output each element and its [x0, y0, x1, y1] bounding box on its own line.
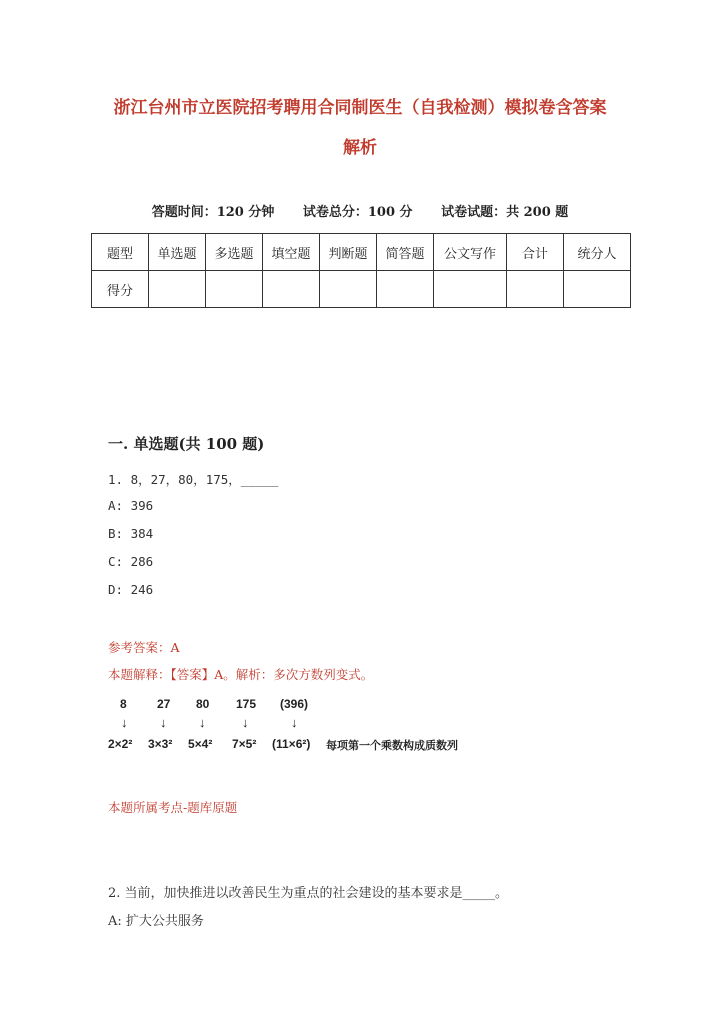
q1-source: 本题所属考点-题库原题	[108, 800, 238, 815]
exam-total-score: 试卷总分：100 分	[302, 205, 413, 220]
doc-title-line2: 解析	[343, 138, 377, 158]
header-cell: 简答题	[377, 234, 434, 271]
score-cell	[320, 271, 377, 308]
score-cell	[377, 271, 434, 308]
fig-expression: 2×2²	[108, 737, 133, 751]
header-cell: 题型	[92, 234, 149, 271]
q1-option-a: A: 396	[108, 498, 154, 513]
score-table-score-row	[92, 271, 631, 308]
score-cell	[263, 271, 320, 308]
doc-title-line1: 浙江台州市立医院招考聘用合同制医生（自我检测）模拟卷含答案	[113, 98, 607, 118]
score-cell	[507, 271, 564, 308]
section-title: 一. 单选题(共 100 题)	[108, 435, 265, 453]
fig-number: 27	[157, 697, 171, 711]
q1-stem: 1. 8，27，80，175，_____	[108, 472, 279, 487]
header-cell: 合计	[507, 234, 564, 271]
q1-option-d: D: 246	[108, 582, 154, 597]
q1-option-c: C: 286	[108, 554, 154, 569]
q2-stem: 2. 当前，加快推进以改善民生为重点的社会建设的基本要求是_____。	[108, 886, 509, 901]
q1-option-b: B: 384	[108, 526, 154, 541]
down-arrow-icon: ↓	[160, 715, 167, 730]
q1-figure	[108, 697, 528, 757]
fig-expression: (11×6²)	[272, 737, 311, 751]
header-cell: 公文写作	[434, 234, 507, 271]
score-cell	[434, 271, 507, 308]
fig-expression: 3×3²	[148, 737, 173, 751]
header-cell: 填空题	[263, 234, 320, 271]
score-table	[91, 233, 631, 308]
exam-question-count: 试卷试题：共 200 题	[441, 205, 569, 220]
header-cell: 统分人	[564, 234, 631, 271]
q1-answer: 参考答案：A	[108, 640, 180, 655]
fig-expression: 5×4²	[188, 737, 213, 751]
q2-option-a: A: 扩大公共服务	[108, 914, 204, 929]
header-cell: 判断题	[320, 234, 377, 271]
fig-number: 175	[236, 697, 257, 711]
score-table-header-row	[92, 234, 631, 271]
exam-meta	[0, 201, 720, 220]
fig-expression: 7×5²	[232, 737, 257, 751]
header-cell: 多选题	[206, 234, 263, 271]
score-row-label: 得分	[92, 271, 149, 308]
fig-number: (396)	[280, 697, 309, 711]
q1-explanation: 本题解释：【答案】A。解析：多次方数列变式。	[108, 667, 374, 682]
down-arrow-icon: ↓	[242, 715, 249, 730]
fig-number: 8	[120, 697, 127, 711]
down-arrow-icon: ↓	[291, 715, 298, 730]
down-arrow-icon: ↓	[121, 715, 128, 730]
score-cell	[564, 271, 631, 308]
fig-note: 每项第一个乘数构成质数列	[326, 740, 458, 752]
down-arrow-icon: ↓	[199, 715, 206, 730]
exam-time: 答题时间：120 分钟	[151, 205, 275, 220]
score-cell	[149, 271, 206, 308]
fig-number: 80	[196, 697, 210, 711]
header-cell: 单选题	[149, 234, 206, 271]
score-cell	[206, 271, 263, 308]
